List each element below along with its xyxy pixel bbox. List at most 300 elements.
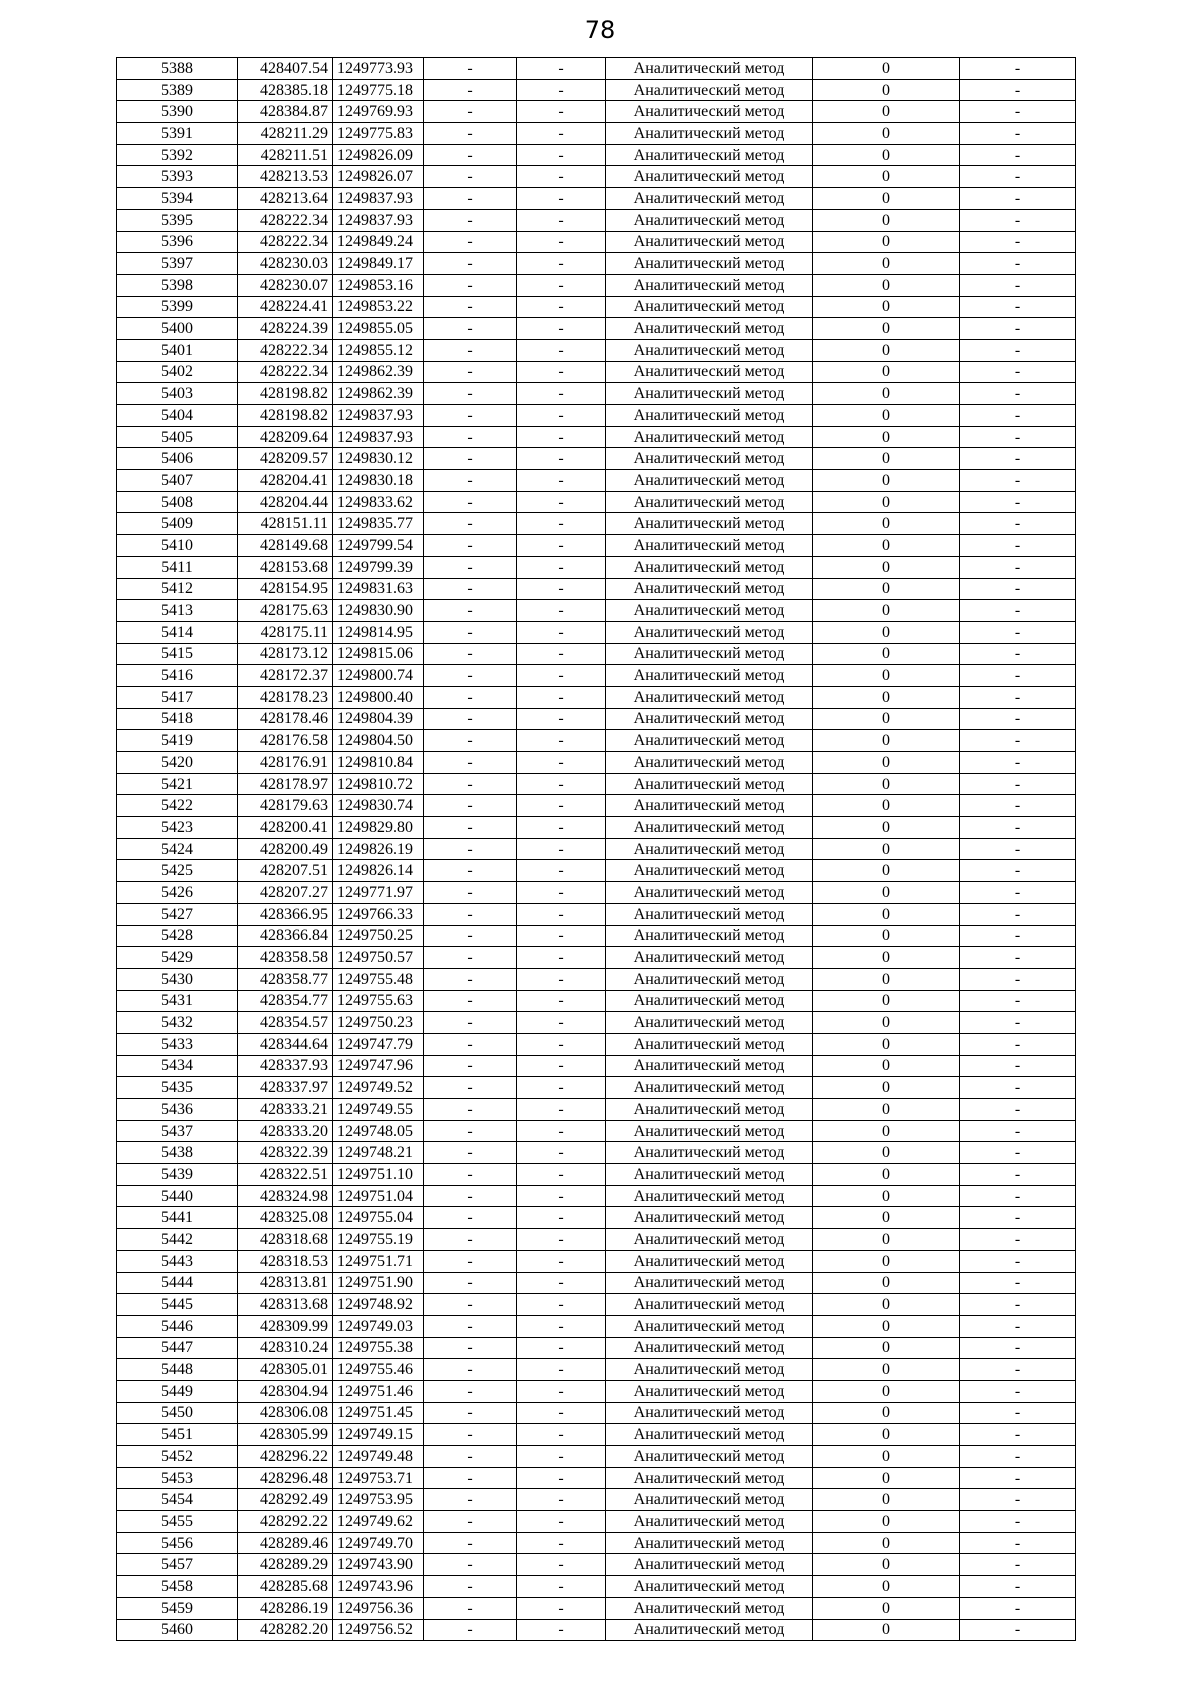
y-coordinate-cell: 1249830.18 xyxy=(333,470,424,492)
y-coordinate-cell: 1249804.50 xyxy=(333,730,424,752)
dash-cell: - xyxy=(424,708,517,730)
method-cell: Аналитический метод xyxy=(606,1142,813,1164)
y-coordinate-cell: 1249853.22 xyxy=(333,296,424,318)
dash-cell: - xyxy=(960,1012,1076,1034)
x-coordinate-cell: 428324.98 xyxy=(238,1185,333,1207)
dash-cell: - xyxy=(424,1229,517,1251)
error-cell: 0 xyxy=(813,1380,960,1402)
dash-cell: - xyxy=(517,1033,606,1055)
method-cell: Аналитический метод xyxy=(606,58,813,80)
dash-cell: - xyxy=(424,556,517,578)
dash-cell: - xyxy=(960,1033,1076,1055)
error-cell: 0 xyxy=(813,1402,960,1424)
table-row xyxy=(117,1229,1076,1251)
dash-cell: - xyxy=(424,58,517,80)
error-cell: 0 xyxy=(813,990,960,1012)
point-number-cell: 5446 xyxy=(117,1315,238,1337)
point-number-cell: 5407 xyxy=(117,470,238,492)
dash-cell: - xyxy=(517,925,606,947)
dash-cell: - xyxy=(424,123,517,145)
y-coordinate-cell: 1249855.05 xyxy=(333,318,424,340)
point-number-cell: 5415 xyxy=(117,643,238,665)
method-cell: Аналитический метод xyxy=(606,535,813,557)
error-cell: 0 xyxy=(813,1446,960,1468)
method-cell: Аналитический метод xyxy=(606,448,813,470)
error-cell: 0 xyxy=(813,708,960,730)
method-cell: Аналитический метод xyxy=(606,296,813,318)
dash-cell: - xyxy=(517,1424,606,1446)
table-row xyxy=(117,209,1076,231)
table-row xyxy=(117,231,1076,253)
point-number-cell: 5412 xyxy=(117,578,238,600)
table-row xyxy=(117,1554,1076,1576)
method-cell: Аналитический метод xyxy=(606,209,813,231)
dash-cell: - xyxy=(960,968,1076,990)
method-cell: Аналитический метод xyxy=(606,1446,813,1468)
dash-cell: - xyxy=(424,253,517,275)
point-number-cell: 5414 xyxy=(117,621,238,643)
error-cell: 0 xyxy=(813,1077,960,1099)
dash-cell: - xyxy=(424,578,517,600)
dash-cell: - xyxy=(424,1142,517,1164)
method-cell: Аналитический метод xyxy=(606,318,813,340)
dash-cell: - xyxy=(517,1467,606,1489)
point-number-cell: 5438 xyxy=(117,1142,238,1164)
method-cell: Аналитический метод xyxy=(606,1077,813,1099)
point-number-cell: 5400 xyxy=(117,318,238,340)
dash-cell: - xyxy=(517,209,606,231)
x-coordinate-cell: 428176.91 xyxy=(238,752,333,774)
error-cell: 0 xyxy=(813,339,960,361)
method-cell: Аналитический метод xyxy=(606,1185,813,1207)
dash-cell: - xyxy=(960,1511,1076,1533)
x-coordinate-cell: 428222.34 xyxy=(238,209,333,231)
dash-cell: - xyxy=(960,1142,1076,1164)
error-cell: 0 xyxy=(813,730,960,752)
table-row xyxy=(117,621,1076,643)
y-coordinate-cell: 1249833.62 xyxy=(333,491,424,513)
dash-cell: - xyxy=(960,686,1076,708)
dash-cell: - xyxy=(517,1619,606,1641)
y-coordinate-cell: 1249853.16 xyxy=(333,274,424,296)
y-coordinate-cell: 1249799.39 xyxy=(333,556,424,578)
error-cell: 0 xyxy=(813,58,960,80)
table-row xyxy=(117,1033,1076,1055)
method-cell: Аналитический метод xyxy=(606,1489,813,1511)
method-cell: Аналитический метод xyxy=(606,101,813,123)
dash-cell: - xyxy=(424,448,517,470)
error-cell: 0 xyxy=(813,535,960,557)
error-cell: 0 xyxy=(813,795,960,817)
x-coordinate-cell: 428224.41 xyxy=(238,296,333,318)
error-cell: 0 xyxy=(813,556,960,578)
dash-cell: - xyxy=(960,274,1076,296)
point-number-cell: 5389 xyxy=(117,79,238,101)
method-cell: Аналитический метод xyxy=(606,253,813,275)
x-coordinate-cell: 428204.41 xyxy=(238,470,333,492)
method-cell: Аналитический метод xyxy=(606,773,813,795)
dash-cell: - xyxy=(424,166,517,188)
error-cell: 0 xyxy=(813,209,960,231)
dash-cell: - xyxy=(424,79,517,101)
table-row xyxy=(117,686,1076,708)
method-cell: Аналитический метод xyxy=(606,621,813,643)
method-cell: Аналитический метод xyxy=(606,968,813,990)
y-coordinate-cell: 1249753.71 xyxy=(333,1467,424,1489)
dash-cell: - xyxy=(960,1315,1076,1337)
method-cell: Аналитический метод xyxy=(606,274,813,296)
dash-cell: - xyxy=(424,1055,517,1077)
method-cell: Аналитический метод xyxy=(606,1033,813,1055)
point-number-cell: 5444 xyxy=(117,1272,238,1294)
y-coordinate-cell: 1249835.77 xyxy=(333,513,424,535)
dash-cell: - xyxy=(517,274,606,296)
dash-cell: - xyxy=(960,621,1076,643)
dash-cell: - xyxy=(424,990,517,1012)
point-number-cell: 5451 xyxy=(117,1424,238,1446)
error-cell: 0 xyxy=(813,513,960,535)
dash-cell: - xyxy=(517,600,606,622)
y-coordinate-cell: 1249775.83 xyxy=(333,123,424,145)
dash-cell: - xyxy=(960,1164,1076,1186)
table-row xyxy=(117,600,1076,622)
error-cell: 0 xyxy=(813,1185,960,1207)
point-number-cell: 5432 xyxy=(117,1012,238,1034)
table-row xyxy=(117,730,1076,752)
y-coordinate-cell: 1249750.25 xyxy=(333,925,424,947)
error-cell: 0 xyxy=(813,166,960,188)
error-cell: 0 xyxy=(813,1033,960,1055)
y-coordinate-cell: 1249826.14 xyxy=(333,860,424,882)
dash-cell: - xyxy=(960,188,1076,210)
table-row xyxy=(117,1055,1076,1077)
y-coordinate-cell: 1249749.52 xyxy=(333,1077,424,1099)
error-cell: 0 xyxy=(813,1337,960,1359)
method-cell: Аналитический метод xyxy=(606,947,813,969)
y-coordinate-cell: 1249748.92 xyxy=(333,1294,424,1316)
method-cell: Аналитический метод xyxy=(606,556,813,578)
y-coordinate-cell: 1249749.62 xyxy=(333,1511,424,1533)
x-coordinate-cell: 428198.82 xyxy=(238,405,333,427)
x-coordinate-cell: 428173.12 xyxy=(238,643,333,665)
table-row xyxy=(117,1532,1076,1554)
error-cell: 0 xyxy=(813,1164,960,1186)
point-number-cell: 5413 xyxy=(117,600,238,622)
dash-cell: - xyxy=(960,1294,1076,1316)
y-coordinate-cell: 1249750.23 xyxy=(333,1012,424,1034)
table-row xyxy=(117,1099,1076,1121)
y-coordinate-cell: 1249755.46 xyxy=(333,1359,424,1381)
x-coordinate-cell: 428178.97 xyxy=(238,773,333,795)
method-cell: Аналитический метод xyxy=(606,405,813,427)
point-number-cell: 5437 xyxy=(117,1120,238,1142)
dash-cell: - xyxy=(517,296,606,318)
y-coordinate-cell: 1249755.19 xyxy=(333,1229,424,1251)
dash-cell: - xyxy=(424,1532,517,1554)
point-number-cell: 5392 xyxy=(117,144,238,166)
dash-cell: - xyxy=(517,361,606,383)
method-cell: Аналитический метод xyxy=(606,491,813,513)
x-coordinate-cell: 428337.93 xyxy=(238,1055,333,1077)
method-cell: Аналитический метод xyxy=(606,1554,813,1576)
x-coordinate-cell: 428198.82 xyxy=(238,383,333,405)
error-cell: 0 xyxy=(813,318,960,340)
table-row xyxy=(117,188,1076,210)
dash-cell: - xyxy=(960,752,1076,774)
dash-cell: - xyxy=(424,1554,517,1576)
error-cell: 0 xyxy=(813,882,960,904)
point-number-cell: 5403 xyxy=(117,383,238,405)
x-coordinate-cell: 428354.77 xyxy=(238,990,333,1012)
point-number-cell: 5427 xyxy=(117,903,238,925)
dash-cell: - xyxy=(517,1511,606,1533)
error-cell: 0 xyxy=(813,925,960,947)
x-coordinate-cell: 428305.01 xyxy=(238,1359,333,1381)
page-number: 78 xyxy=(584,16,616,44)
point-number-cell: 5431 xyxy=(117,990,238,1012)
x-coordinate-cell: 428292.22 xyxy=(238,1511,333,1533)
error-cell: 0 xyxy=(813,144,960,166)
x-coordinate-cell: 428296.22 xyxy=(238,1446,333,1468)
dash-cell: - xyxy=(517,101,606,123)
x-coordinate-cell: 428213.64 xyxy=(238,188,333,210)
y-coordinate-cell: 1249810.72 xyxy=(333,773,424,795)
table-row xyxy=(117,535,1076,557)
x-coordinate-cell: 428230.07 xyxy=(238,274,333,296)
dash-cell: - xyxy=(517,253,606,275)
y-coordinate-cell: 1249755.04 xyxy=(333,1207,424,1229)
error-cell: 0 xyxy=(813,600,960,622)
error-cell: 0 xyxy=(813,578,960,600)
x-coordinate-cell: 428366.95 xyxy=(238,903,333,925)
y-coordinate-cell: 1249771.97 xyxy=(333,882,424,904)
point-number-cell: 5439 xyxy=(117,1164,238,1186)
dash-cell: - xyxy=(960,1532,1076,1554)
point-number-cell: 5398 xyxy=(117,274,238,296)
dash-cell: - xyxy=(517,79,606,101)
method-cell: Аналитический метод xyxy=(606,144,813,166)
point-number-cell: 5395 xyxy=(117,209,238,231)
method-cell: Аналитический метод xyxy=(606,1272,813,1294)
table-row xyxy=(117,752,1076,774)
y-coordinate-cell: 1249751.46 xyxy=(333,1380,424,1402)
table-row xyxy=(117,513,1076,535)
x-coordinate-cell: 428179.63 xyxy=(238,795,333,817)
x-coordinate-cell: 428407.54 xyxy=(238,58,333,80)
y-coordinate-cell: 1249749.48 xyxy=(333,1446,424,1468)
error-cell: 0 xyxy=(813,1532,960,1554)
method-cell: Аналитический метод xyxy=(606,903,813,925)
dash-cell: - xyxy=(960,166,1076,188)
dash-cell: - xyxy=(517,903,606,925)
x-coordinate-cell: 428178.46 xyxy=(238,708,333,730)
error-cell: 0 xyxy=(813,253,960,275)
table-row xyxy=(117,1120,1076,1142)
dash-cell: - xyxy=(517,339,606,361)
dash-cell: - xyxy=(424,339,517,361)
dash-cell: - xyxy=(960,1402,1076,1424)
method-cell: Аналитический метод xyxy=(606,578,813,600)
table-row xyxy=(117,1402,1076,1424)
dash-cell: - xyxy=(517,795,606,817)
method-cell: Аналитический метод xyxy=(606,882,813,904)
table-row xyxy=(117,1597,1076,1619)
dash-cell: - xyxy=(517,1142,606,1164)
table-row xyxy=(117,708,1076,730)
point-number-cell: 5454 xyxy=(117,1489,238,1511)
table-row xyxy=(117,643,1076,665)
table-row xyxy=(117,470,1076,492)
x-coordinate-cell: 428209.57 xyxy=(238,448,333,470)
dash-cell: - xyxy=(424,1120,517,1142)
method-cell: Аналитический метод xyxy=(606,470,813,492)
dash-cell: - xyxy=(517,58,606,80)
x-coordinate-cell: 428289.46 xyxy=(238,1532,333,1554)
dash-cell: - xyxy=(424,1033,517,1055)
y-coordinate-cell: 1249815.06 xyxy=(333,643,424,665)
y-coordinate-cell: 1249831.63 xyxy=(333,578,424,600)
x-coordinate-cell: 428224.39 xyxy=(238,318,333,340)
coordinates-table-body xyxy=(117,58,1076,1641)
x-coordinate-cell: 428325.08 xyxy=(238,1207,333,1229)
y-coordinate-cell: 1249747.79 xyxy=(333,1033,424,1055)
dash-cell: - xyxy=(960,600,1076,622)
x-coordinate-cell: 428172.37 xyxy=(238,665,333,687)
x-coordinate-cell: 428313.68 xyxy=(238,1294,333,1316)
dash-cell: - xyxy=(424,1164,517,1186)
method-cell: Аналитический метод xyxy=(606,686,813,708)
dash-cell: - xyxy=(424,426,517,448)
table-row xyxy=(117,253,1076,275)
point-number-cell: 5458 xyxy=(117,1576,238,1598)
dash-cell: - xyxy=(960,990,1076,1012)
dash-cell: - xyxy=(960,1424,1076,1446)
method-cell: Аналитический метод xyxy=(606,339,813,361)
point-number-cell: 5410 xyxy=(117,535,238,557)
x-coordinate-cell: 428292.49 xyxy=(238,1489,333,1511)
table-row xyxy=(117,968,1076,990)
dash-cell: - xyxy=(960,144,1076,166)
table-row xyxy=(117,274,1076,296)
y-coordinate-cell: 1249804.39 xyxy=(333,708,424,730)
y-coordinate-cell: 1249748.05 xyxy=(333,1120,424,1142)
x-coordinate-cell: 428310.24 xyxy=(238,1337,333,1359)
dash-cell: - xyxy=(517,968,606,990)
dash-cell: - xyxy=(517,1250,606,1272)
dash-cell: - xyxy=(424,643,517,665)
dash-cell: - xyxy=(424,1185,517,1207)
dash-cell: - xyxy=(960,1380,1076,1402)
dash-cell: - xyxy=(517,990,606,1012)
point-number-cell: 5441 xyxy=(117,1207,238,1229)
dash-cell: - xyxy=(424,795,517,817)
point-number-cell: 5411 xyxy=(117,556,238,578)
x-coordinate-cell: 428318.68 xyxy=(238,1229,333,1251)
point-number-cell: 5420 xyxy=(117,752,238,774)
y-coordinate-cell: 1249826.07 xyxy=(333,166,424,188)
method-cell: Аналитический метод xyxy=(606,188,813,210)
dash-cell: - xyxy=(960,101,1076,123)
table-row xyxy=(117,1164,1076,1186)
dash-cell: - xyxy=(424,1619,517,1641)
x-coordinate-cell: 428151.11 xyxy=(238,513,333,535)
dash-cell: - xyxy=(424,274,517,296)
table-row xyxy=(117,426,1076,448)
table-row xyxy=(117,1012,1076,1034)
method-cell: Аналитический метод xyxy=(606,383,813,405)
table-row xyxy=(117,101,1076,123)
dash-cell: - xyxy=(960,1077,1076,1099)
error-cell: 0 xyxy=(813,1012,960,1034)
table-row xyxy=(117,1207,1076,1229)
point-number-cell: 5416 xyxy=(117,665,238,687)
point-number-cell: 5424 xyxy=(117,838,238,860)
dash-cell: - xyxy=(517,1164,606,1186)
point-number-cell: 5450 xyxy=(117,1402,238,1424)
dash-cell: - xyxy=(517,1294,606,1316)
dash-cell: - xyxy=(517,578,606,600)
error-cell: 0 xyxy=(813,470,960,492)
dash-cell: - xyxy=(960,882,1076,904)
table-row xyxy=(117,491,1076,513)
x-coordinate-cell: 428289.29 xyxy=(238,1554,333,1576)
method-cell: Аналитический метод xyxy=(606,990,813,1012)
y-coordinate-cell: 1249751.04 xyxy=(333,1185,424,1207)
point-number-cell: 5408 xyxy=(117,491,238,513)
table-row xyxy=(117,1380,1076,1402)
point-number-cell: 5426 xyxy=(117,882,238,904)
dash-cell: - xyxy=(960,253,1076,275)
dash-cell: - xyxy=(960,947,1076,969)
x-coordinate-cell: 428344.64 xyxy=(238,1033,333,1055)
table-row xyxy=(117,318,1076,340)
dash-cell: - xyxy=(424,882,517,904)
point-number-cell: 5459 xyxy=(117,1597,238,1619)
method-cell: Аналитический метод xyxy=(606,1511,813,1533)
table-row xyxy=(117,1185,1076,1207)
point-number-cell: 5418 xyxy=(117,708,238,730)
dash-cell: - xyxy=(517,166,606,188)
error-cell: 0 xyxy=(813,1619,960,1641)
x-coordinate-cell: 428175.63 xyxy=(238,600,333,622)
x-coordinate-cell: 428200.49 xyxy=(238,838,333,860)
point-number-cell: 5428 xyxy=(117,925,238,947)
dash-cell: - xyxy=(517,1402,606,1424)
dash-cell: - xyxy=(424,1250,517,1272)
dash-cell: - xyxy=(517,1012,606,1034)
dash-cell: - xyxy=(424,1402,517,1424)
method-cell: Аналитический метод xyxy=(606,1402,813,1424)
y-coordinate-cell: 1249749.03 xyxy=(333,1315,424,1337)
x-coordinate-cell: 428222.34 xyxy=(238,339,333,361)
table-row xyxy=(117,925,1076,947)
point-number-cell: 5433 xyxy=(117,1033,238,1055)
dash-cell: - xyxy=(517,1554,606,1576)
dash-cell: - xyxy=(517,1055,606,1077)
dash-cell: - xyxy=(960,1489,1076,1511)
point-number-cell: 5442 xyxy=(117,1229,238,1251)
dash-cell: - xyxy=(960,405,1076,427)
method-cell: Аналитический метод xyxy=(606,166,813,188)
y-coordinate-cell: 1249862.39 xyxy=(333,361,424,383)
table-row xyxy=(117,1446,1076,1468)
dash-cell: - xyxy=(517,426,606,448)
dash-cell: - xyxy=(424,730,517,752)
table-row xyxy=(117,1489,1076,1511)
error-cell: 0 xyxy=(813,231,960,253)
error-cell: 0 xyxy=(813,405,960,427)
method-cell: Аналитический метод xyxy=(606,838,813,860)
